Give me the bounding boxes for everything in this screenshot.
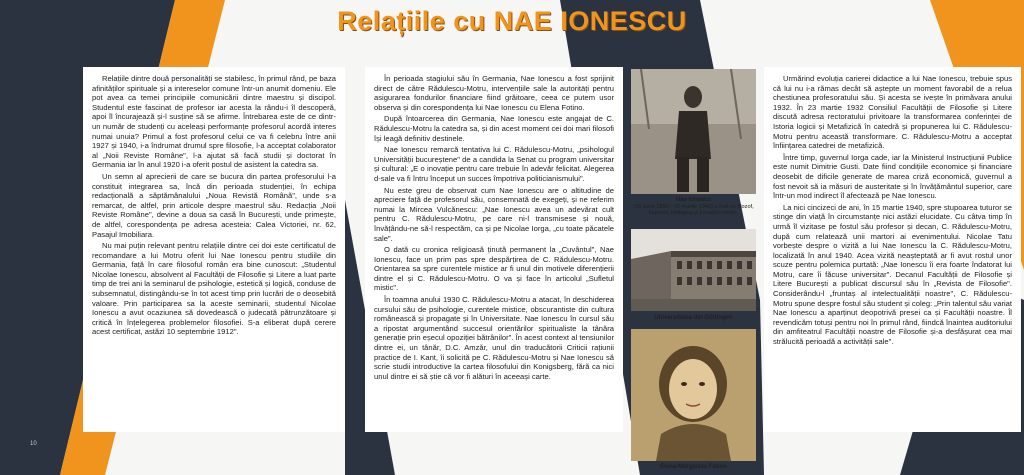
university-caption bbox=[629, 315, 758, 322]
caption-name: Nae Ionescu bbox=[675, 197, 712, 203]
paragraph: În perioada stagiului său în Germania, Nae Ionescu a fost sprijinit direct de către Rădulescu-Motru, intervențiile sale la autoritäți pentru asigurarea fondurilor financiare fiind grăitoare, ceea ce putem usor observa și din corespondența lui Nae Ionescu cu Elena Fotino. bbox=[374, 74, 614, 112]
paragraph: După întoarcerea din Germania, Nae Ionescu este angajat de C. Rădulescu-Motru la catedra sa, și din acest moment cei doi mari filosofi își leagă definitiv destinele. bbox=[374, 114, 614, 143]
paragraph: Relațiile dintre două personalități se stabilesc, în primul rând, pe baza afinităților spirituale și a intereselor comune într-un anumit domeniu. Ele pot avea ca temei principiile comunicării dintre maestru și discipol. Studentul este fascinat de profesor iar acesta la rându-i îl descoperă, apoi îl încurajează și-l susține să se afirme. Întrebarea este de ce dintr-un număr de studenți cu aceleași performanțe profesorul acordă interes numai unuia? Primul a fost profesorul celui ce va fi celebru între anii 1927 și 1940, i-a îndrumat drumul spre filosofie, l-a acceptat colaborator al „Noii Reviste Române", l-a ajutat să facă studii și doctorat în Germania iar în anul 1920 i-a oferit postul de asistent la catedra sa. bbox=[92, 74, 336, 170]
paragraph: Nae Ionescu remarcă tentativa lui C. Rădulescu-Motru, „psihologul Universității bucureștene" de a candida la Senat cu program universitar și cultural: „E o inovație pentru care trebuie în adevăr felicitat. Alegerea d-sale va fi întru început un succes împotriva politicianismului". bbox=[374, 145, 614, 183]
paragraph: În toamna anului 1930 C. Rădulescu-Motru a atacat, în deschiderea cursului său de psihologie, curentele mistice, obscurantiste din cultura românească și propagate și în Universitate. Nae Ionescu în cursul său a ripostat argumentând succesul orientărilor spiritualiste la tânăra generație prin eșecul opoziției bătrânilor". În acest context al tensiunilor dintre ei, un tânăr, D.C. Amzăr, unul din traducătorii Criticii rațiunii practice de I. Kant, îi solicită pe C. Rădulescu-Motru și Nae Ionescu să scrie studii introductive la cartea filosofului din Konigsberg, fără ca nici unul dintre ei să știe că vor fi alături în aceeași carte. bbox=[374, 295, 614, 381]
paragraph: Un semn al aprecierii de care se bucura din partea profesorului l-a constituit integrarea sa, încă din perioada studenției, în echipa redacțională a săptămânalului „Noua Revistă Română", unde s-a remarcat, de altfel, prin articole despre maestrul său. Redacția „Noii Reviste Române", devine a doua sa casă în București, unde primește, de altfel, corespondența pe adresa acesteia: Calea Victoriei, nr. 62, Pasajul Imobiliara. bbox=[92, 171, 336, 239]
caption-name: Elena-Margareta Fotino bbox=[660, 464, 727, 470]
paragraph: Nu este greu de observat cum Nae Ionescu are o altitudine de apreciere față de profesorul său, consemnată de exegeți, și ne referim numai la Mircea Vulcănescu: „Nae Ionescu avea un adevărat cult pentru C. Rădulescu-Motru, pe care ni-l transmisese și nouă, învățându-ne să-l respectăm, ca și pe Nicolae Iorga, „cu toate păcatele sale". bbox=[374, 185, 614, 243]
text-column-3 bbox=[764, 67, 1021, 432]
page-title: Relațiile cu NAE IONESCU bbox=[337, 6, 687, 36]
paragraph: Nu mai puțin relevant pentru relațiile dintre cei doi este certificatul de recomandare a lui Motru oferit lui Nae Ionescu pentru studiile din Germania, față în care filosoful român era bine cunoscut: „Studentul Nicolae Ionescu, absolvent al Facultății de Filosofie și Litere a luat parte timp de trei ani la seminarul de psihologie, estetică și logică, conduse de subsemnatul, distingându-se în tot acest timp prin lucrări de o deosebită valoare. Prin participarea sa la aceste seminarii, studentul Nicolae Ionescu a avut ocaziunea să dovedească o judecată pătrunzătoare și critică în înțelegerea problemelor filosofiei. S-a eliberat după cerere acest certificat, astăzi 10 septembrie 1912". bbox=[92, 241, 336, 337]
paragraph: Urmărind evoluția carierei didactice a lui Nae Ionescu, trebuie spus că lui nu i-a rămas decât să aștepte un moment favorabil de a relua chestiunea profesoratului său. Și acesta se ivește în primăvara anului 1932. În 23 martie 1932 Consiliul Facultății de Filosofie și Litere discută adresa rectoratului privitoare la transformarea conferinței de Istoria logicii și Metafizică în catedră și propunerea lui C. Rădulescu-Motru pentru această transformare. C. Rădulescu-Motru a acceptat înființarea catedrei de metafizică. bbox=[773, 74, 1012, 151]
text-column-2 bbox=[365, 67, 623, 432]
photo-panel bbox=[623, 67, 764, 475]
page-number: 10 bbox=[30, 441, 37, 447]
elena-fotino-portrait-photo bbox=[631, 329, 756, 461]
paragraph: La nici cincizeci de ani, în 15 martie 1940, spre stupoarea tuturor se stinge din viață în circumstanțe nici astăzi elucidate. Cu câtva timp în urmă îl vizitase pe fostul său profesor și decan, C. Rădulescu-Motru, după cum relatează unii martori ai evenimentului. Nicolae Tatu vorbește despre o vizită a lui Nae Ionescu la C. Rădulescu-Motru, localizată în anul 1940. Acea vizită neașteptată ar fi avut rostul unor scuze pentru polemica purtată: „Nae Ionescu îi era foarte îndatorat lui Motru, care îi făcuse universitar". Decanul Facultății de Filosofie și Litere București a publicat discursul său în „Revista de Filosofie". Considerându-l „fruntaș al intelectualității noastre", C. Rădulescu-Motru spune despre fostul său student și coleg: „Prin talentul său variat Nae Ionescu a aparținut deopotrivă presei ca și Facultății noastre. Îl revendicăm totuși pentru noi în primul rând, fiindcă înaintea auditoriului din amfiteatrul Facultății noastre de Filosofie și-a desfășurat cea mai strălucită perioadă a activității sale". bbox=[773, 202, 1012, 347]
text-column-1 bbox=[83, 67, 345, 432]
paragraph: O dată cu cronica religioasă ținută permanent la „Cuvântul", Nae Ionescu, face un prim pas spre despărțirea de C. Rădulescu-Motru. Orientarea sa spre curentele mistice ar fi unul din motivele diferențierii dintre el și C. Rădulescu-Motru. O va și face în articolul „Sufletul mistic". bbox=[374, 245, 614, 293]
elena-fotino-caption bbox=[629, 464, 758, 471]
university-gottingen-photo bbox=[631, 229, 756, 311]
nae-ionescu-portrait-photo bbox=[631, 69, 756, 194]
paragraph: Între timp, guvernul Iorga cade, iar la Ministerul Instrucțiunii Publice este numit Dimitrie Gusti. Date fiind condițiile economice și financiare deosebit de dificile generate de marea criză economică, guvernul a fost nevoit să ia măsuri de austeritate și în învățământul superior, care într-un mod indirect îl afectează pe Nae Ionescu. bbox=[773, 152, 1012, 201]
nae-ionescu-caption bbox=[629, 197, 758, 217]
caption-text: (16 iunie 1890 - 15 martie 1940) a fost un filozof, logician, pedagog și jurnalist român. bbox=[633, 203, 754, 217]
caption-name: Universitatea din Göttingen bbox=[654, 315, 733, 321]
